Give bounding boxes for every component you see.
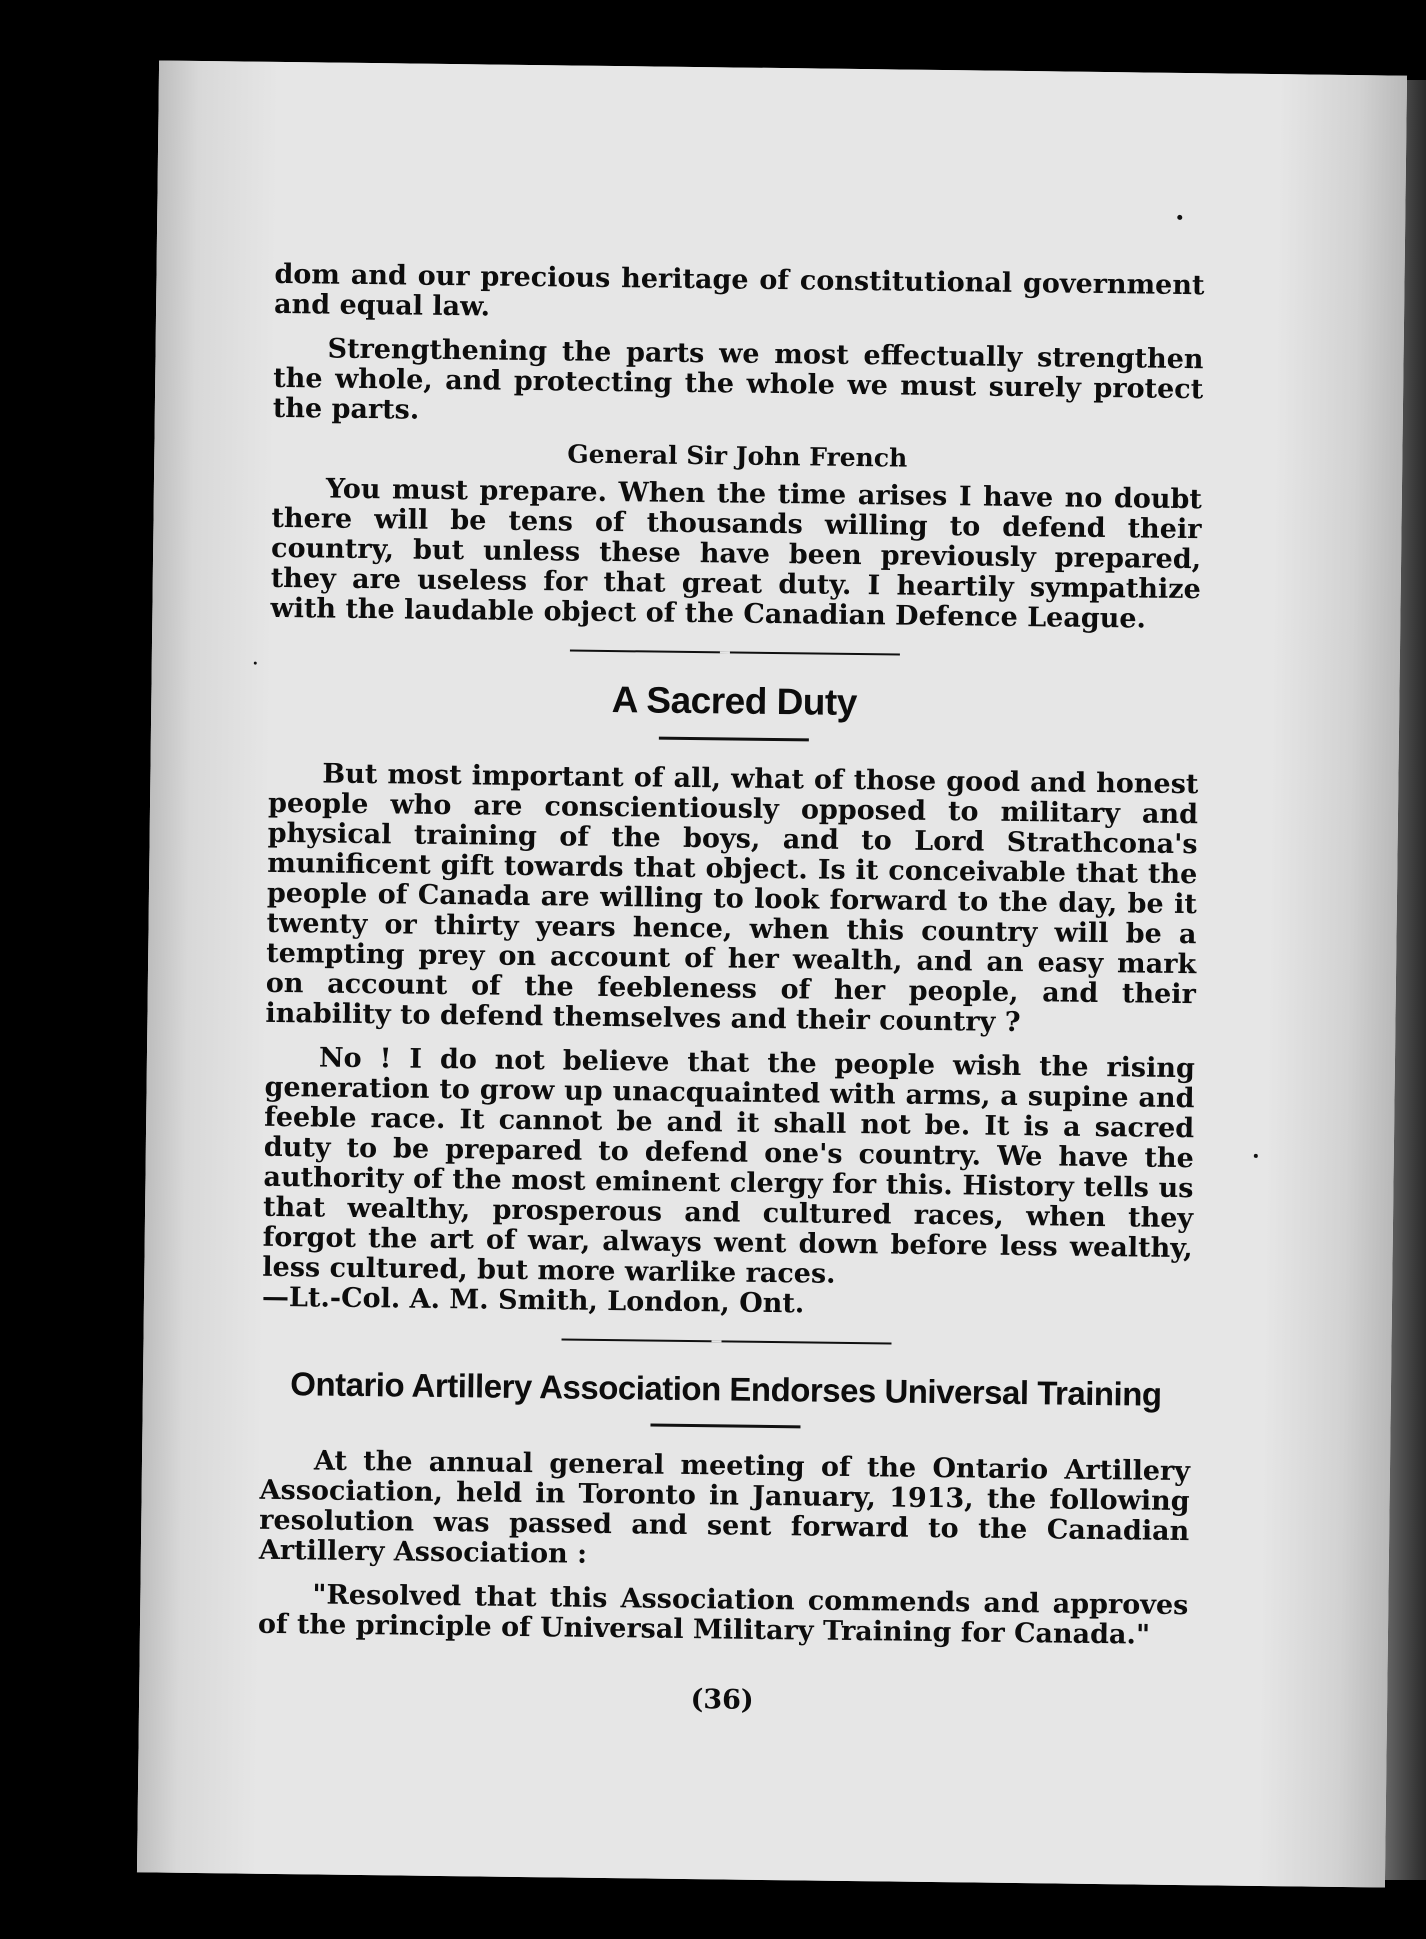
paragraph-sacred-2: No ! I do not believe that the people wish the rising generation to grow up unacquainted with arms, a supine and feeble race. It cannot be and it shall not be. It is a sacred duty to be prepared to defend one's country. We have the authority of the most eminent clergy for this. History tells us that wealthy, prosperous and cultured races, when they forgot the art of war, always went down before less wealthy, less cultured, but more warlike races. <box>262 1042 1196 1290</box>
paragraph-french-quote: You must prepare. When the time arises I have no doubt there will be tens of thousands willing to defend their country, but unless these have been previously prepared, they are useless for that great duty. I heartily sympathize with the laudable object of the Canadian Defence League. <box>270 473 1203 635</box>
paragraph-strengthening: Strengthening the parts we most effectually strengthen the whole, and protecting the whole we must surely protect the parts. <box>272 333 1204 426</box>
section-title-sacred-duty: A Sacred Duty <box>611 679 858 724</box>
page-text <box>257 260 1205 1748</box>
section-title-ontario-artillery: Ontario Artillery Association Endorses Universal Training <box>290 1365 1162 1413</box>
attribution-heading: General Sir John French <box>567 439 908 473</box>
dust-speck <box>254 662 257 665</box>
book-page <box>137 60 1407 1887</box>
paragraph-ontario-resolution: "Resolved that this Association commends and approves of the principle of Universal Military Training for Canada." <box>257 1579 1189 1651</box>
dust-speck <box>1254 1154 1258 1158</box>
paragraph-sacred-1: But most important of all, what of those good and honest people who are conscientiously opposed to military and physical training of the boys, and to Lord Strathcona's munificent gift towards that object. Is it conceivable that the people of Canada are willing to look forward to the day, be it twenty or thirty years hence, when this country will be a tempting prey on account of her wealth, and an easy mark on account of the feebleness of her people, and their inability to defend themselves and their country ? <box>265 758 1199 1039</box>
dust-speck <box>1177 215 1182 220</box>
title-underline <box>659 737 809 742</box>
page-number: (36) <box>690 1684 754 1716</box>
title-underline <box>650 1424 800 1429</box>
paragraph-continuation: dom and our precious heritage of constitutional government and equal law. <box>273 258 1205 323</box>
paragraph-ontario-1: At the annual general meeting of the Ontario Artillery Association, held in Toronto in January, 1913, the following resolution was passed and sent forward to the Canadian Artillery Association : <box>258 1445 1191 1570</box>
section-divider <box>562 1338 892 1344</box>
section-divider <box>570 650 900 656</box>
signature: —Lt.-Col. A. M. Smith, London, Ont. <box>261 1281 805 1320</box>
